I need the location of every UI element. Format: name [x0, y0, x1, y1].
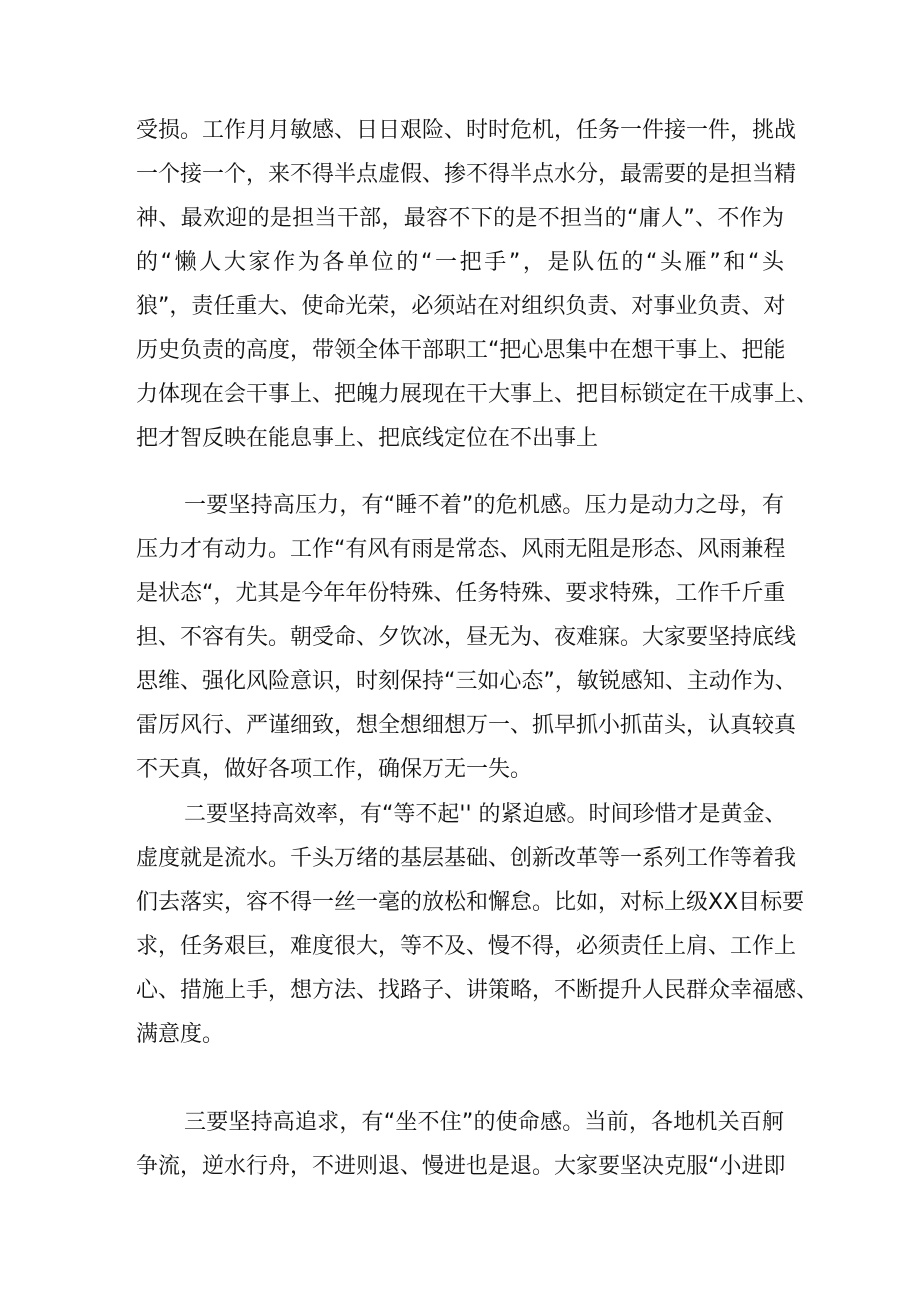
text-line: 满意度。 [136, 1022, 225, 1047]
text-line: 把才智反映在能息事上、把底线定位在不出事上 [136, 426, 599, 451]
text-line: 思维、强化风险意识，时刻保持“三如心态”，敏锐感知、主动作为、 [136, 669, 797, 694]
paragraph-high-efficiency [136, 793, 819, 1057]
text-line: 神、最欢迎的是担当干部，最容不下的是不担当的“庸人”、不作为 [136, 206, 784, 231]
text-line: 雷厉风行、严谨细致，想全想细想万一、抓早抓小抓苗头，认真较真 [136, 713, 797, 738]
text-line: 狼”，责任重大、使命光荣，必须站在对组织负责、对事业负责、对 [136, 294, 786, 319]
text-line: 求，任务艰巨，难度很大，等不及、慢不得，必须责任上肩、工作上 [136, 934, 797, 959]
text-line: 压力才有动力。工作“有风有雨是常态、风雨无阻是形态、风雨兼程 [136, 537, 786, 562]
text-line: 历史负责的高度，带领全体干部职工“把心思集中在想干事上、把能 [136, 338, 786, 363]
text-line: 们去落实，容不得一丝一毫的放松和懈怠。比如，对标上级XX目标要 [136, 890, 805, 915]
text-line: 担、不容有失。朝受命、夕饮冰，昼无为、夜难寐。大家要坚持底线 [136, 625, 797, 650]
text-line: 虚度就是流水。千头万绪的基层基础、创新改革等一系列工作等着我 [136, 846, 797, 871]
text-line: 受损。工作月月敏感、日日艰险、时时危机，任务一件接一件，挑战 [136, 118, 797, 143]
text-line: 是状态“，尤其是今年年份特殊、任务特殊、要求特殊，工作千斤重 [136, 581, 786, 606]
text-line: 三要坚持高追求，有“坐不住”的使命感。当前，各地机关百舸 [184, 1110, 784, 1135]
text-line: 不天真，做好各项工作，确保万无一失。 [136, 757, 533, 782]
paragraph-responsibility [136, 109, 819, 461]
text-line: 一要坚持高压力，有“睡不着”的危机感。压力是动力之母，有 [184, 493, 784, 518]
text-line: 争流，逆水行舟，不进则退、慢进也是退。大家要坚决克服“小进即 [136, 1154, 786, 1179]
text-line: 力体现在会干事上、把魄力展现在干大事上、把目标锁定在干成事上、 [136, 382, 819, 407]
paragraph-high-pursuit [136, 1101, 784, 1189]
text-line: 的“懒人大家作为各单位的“一把手”，是队伍的“头雁”和“头 [136, 250, 784, 275]
paragraph-high-pressure [136, 484, 797, 792]
text-line: 心、措施上手，想方法、找路子、讲策略，不断提升人民群众幸福感、 [136, 978, 819, 1003]
text-line: 二要坚持高效率，有“等不起'' 的紧迫感。时间珍惜才是黄金、 [184, 802, 787, 827]
text-line: 一个接一个，来不得半点虚假、掺不得半点水分，最需要的是担当精 [136, 162, 797, 187]
